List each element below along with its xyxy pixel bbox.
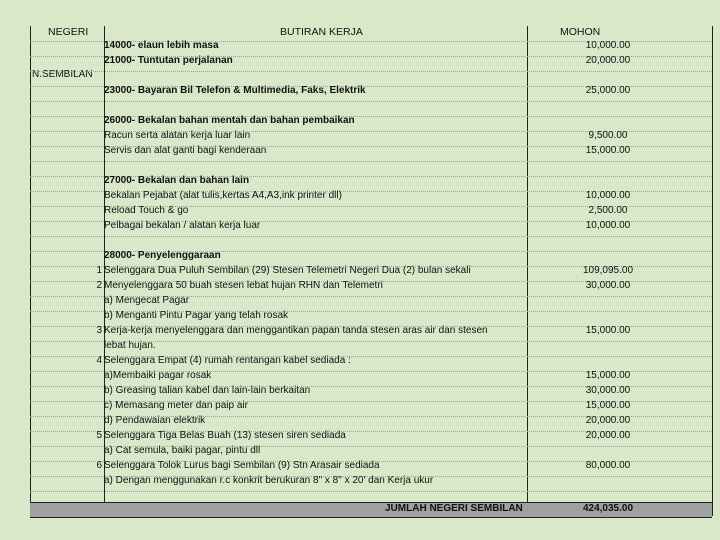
row-text: b) Menganti Pintu Pagar yang telah rosak	[104, 310, 288, 321]
row-text: Selenggara Tiga Belas Buah (13) stesen siren sediada	[104, 430, 346, 441]
row-text: a) Cat semula, baiki pagar, pintu dll	[104, 445, 261, 456]
row-amount: 15,000.00	[585, 145, 631, 156]
row-amount: 30,000.00	[585, 385, 631, 396]
row-text: Selenggara Empat (4) rumah rentangan kabel sediada :	[104, 355, 351, 366]
row-text: 21000- Tuntutan perjalanan	[104, 55, 233, 66]
row-amount: 10,000.00	[585, 40, 631, 51]
row-text: Selenggara Tolok Lurus bagi Sembilan (9) Stn Arasair sediada	[104, 460, 380, 471]
row-text: Racun serta alatan kerja luar lain	[104, 130, 251, 141]
row-number: 2	[96, 280, 102, 291]
row-amount: 2,500.00	[588, 205, 628, 216]
row-text: Kerja-kerja menyelenggara dan menggantikan papan tanda stesen aras air dan stesen	[104, 325, 488, 336]
row-amount: 15,000.00	[585, 400, 631, 411]
row-amount: 10,000.00	[585, 190, 631, 201]
state-name: N.SEMBILAN	[32, 69, 93, 80]
budget-sheet	[30, 26, 712, 516]
row-amount: 10,000.00	[585, 220, 631, 231]
row-text: Menyelenggara 50 buah stesen lebat hujan RHN dan Telemetri	[104, 280, 383, 291]
col-border-right	[712, 26, 713, 516]
row-text: 27000- Bekalan dan bahan lain	[104, 175, 250, 186]
row-number: 1	[96, 265, 102, 276]
row-amount: 20,000.00	[585, 430, 631, 441]
row-number: 5	[96, 430, 102, 441]
row-text: 23000- Bayaran Bil Telefon & Multimedia, Faks, Elektrik	[104, 85, 366, 96]
row-text: d) Pendawaian elektrik	[104, 415, 206, 426]
row-text: a) Dengan menggunakan r.c konkrit berukuran 8" x 8" x 20' dan Kerja ukur	[104, 475, 434, 486]
row-amount: 20,000.00	[585, 415, 631, 426]
row-amount: 25,000.00	[585, 85, 631, 96]
header-negeri: NEGERI	[48, 26, 89, 38]
row-number: 3	[96, 325, 102, 336]
row-text: Selenggara Dua Puluh Sembilan (29) Stesen Telemetri Negeri Dua (2) bulan sekali	[104, 265, 471, 276]
total-label: JUMLAH NEGERI SEMBILAN	[385, 503, 523, 514]
row-amount: 109,095.00	[582, 265, 634, 276]
row-amount: 20,000.00	[585, 55, 631, 66]
row-text: 26000- Bekalan bahan mentah dan bahan pembaikan	[104, 115, 355, 126]
row-amount: 15,000.00	[585, 370, 631, 381]
row-text: a)Membaiki pagar rosak	[104, 370, 212, 381]
row-text: b) Greasing talian kabel dan lain-lain berkaitan	[104, 385, 311, 396]
row-text: Servis dan alat ganti bagi kenderaan	[104, 145, 267, 156]
row-amount: 9,500.00	[588, 130, 628, 141]
row-number: 4	[96, 355, 102, 366]
total-amount: 424,035.00	[582, 503, 634, 514]
row-text: 28000- Penyelenggaraan	[104, 250, 221, 261]
row-number: 6	[96, 460, 102, 471]
row-text: Bekalan Pejabat (alat tulis,kertas A4,A3,ink printer dll)	[104, 190, 342, 201]
row-amount: 30,000.00	[585, 280, 631, 291]
row-amount: 15,000.00	[585, 325, 631, 336]
row-text: lebat hujan.	[104, 340, 156, 351]
row-text: 14000- elaun lebih masa	[104, 40, 219, 51]
row-text: Reload Touch & go	[104, 205, 189, 216]
row-text: c) Memasang meter dan paip air	[104, 400, 248, 411]
row-text: a) Mengecat Pagar	[104, 295, 190, 306]
row-text: Pelbagai bekalan / alatan kerja luar	[104, 220, 261, 231]
header-mohon: MOHON	[560, 26, 601, 38]
header-butiran: BUTIRAN KERJA	[280, 26, 363, 38]
row-amount: 80,000.00	[585, 460, 631, 471]
